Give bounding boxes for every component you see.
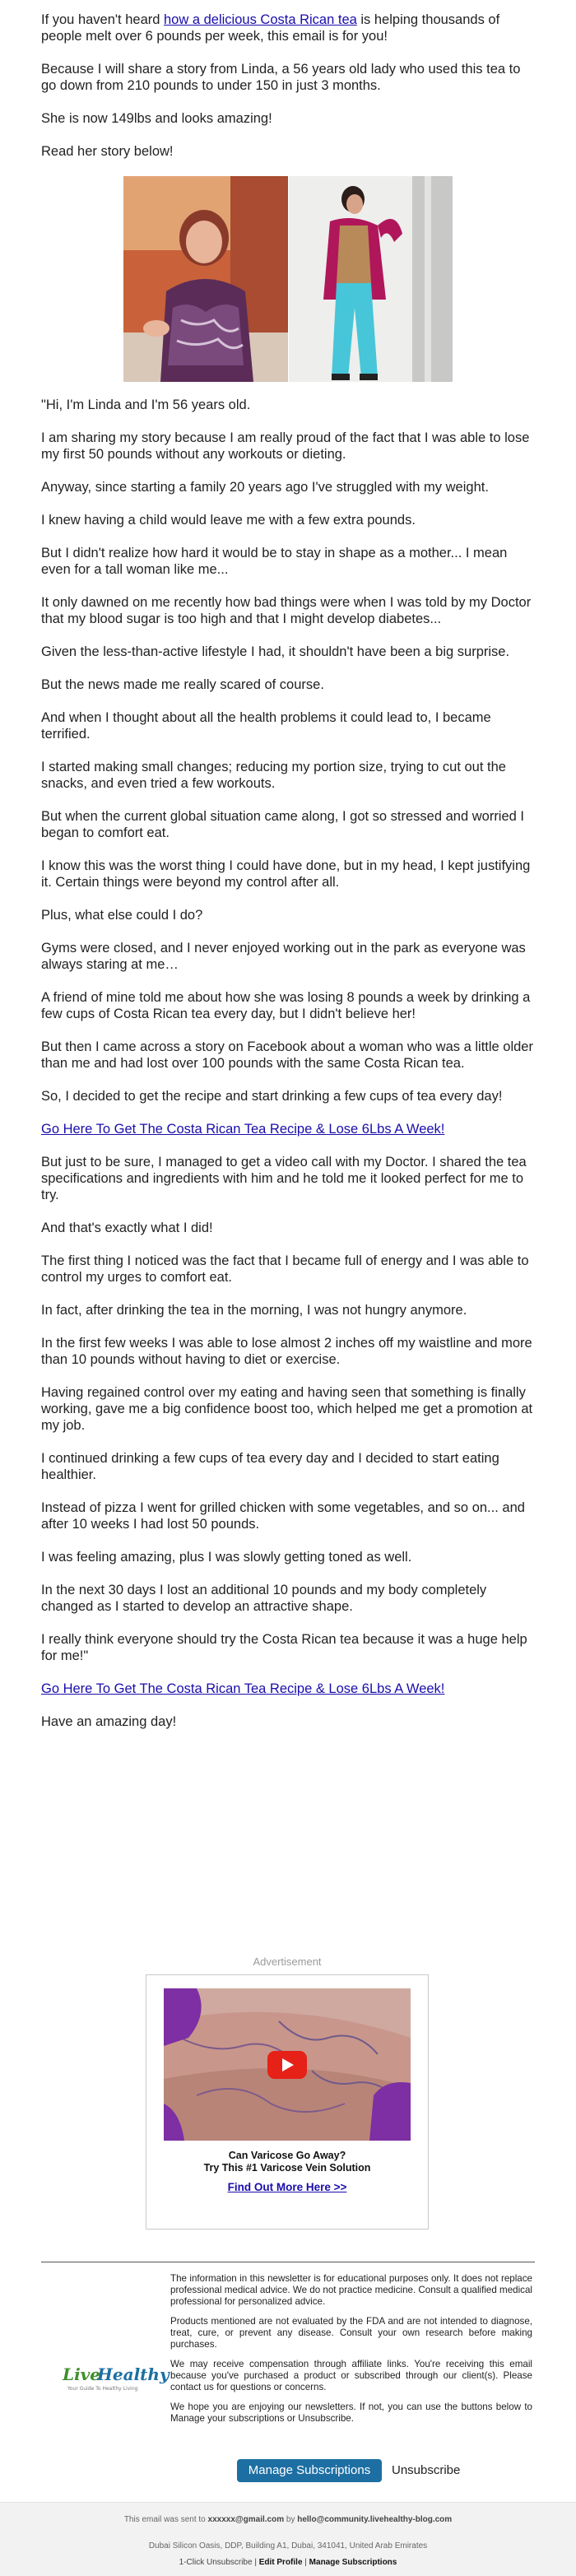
story-paragraph: Anyway, since starting a family 20 years ago I've struggled with my weight. xyxy=(41,480,489,495)
story-paragraph: Having regained control over my eating and having seen that something is finally working, gave me a big confidence boost too, which helped me get a promotion at my job. xyxy=(41,1385,533,1433)
ad-subline: Try This #1 Varicose Vein Solution xyxy=(203,2162,371,2174)
unsubscribe-button[interactable]: Unsubscribe xyxy=(392,2463,461,2477)
ad-box[interactable] xyxy=(146,1974,429,2230)
story-paragraph: Plus, what else could I do? xyxy=(41,908,203,923)
story-paragraph: I knew having a child would leave me with a few extra pounds. xyxy=(41,513,416,528)
intro-text-after: is helping thousands of people melt over 6 pounds per week, this email is for you! xyxy=(41,12,500,44)
disclaimer-paragraph: Products mentioned are not evaluated by the FDA and are not intended to diagnose, treat, cure, or prevent any disease. Consult your own research before making purchases. xyxy=(170,2316,532,2350)
after-photo xyxy=(289,176,453,382)
signoff: Have an amazing day! xyxy=(41,1714,177,1729)
story-paragraph: But the news made me really scared of course. xyxy=(41,677,324,692)
story-paragraph: I really think everyone should try the Costa Rican tea because it was a huge help for me!" xyxy=(41,1632,527,1663)
ad-cta-link[interactable]: Find Out More Here >> xyxy=(227,2181,347,2193)
footer-links xyxy=(0,2558,576,2567)
intro-paragraph-1 xyxy=(41,12,538,44)
story-paragraph: But just to be sure, I managed to get a video call with my Doctor. I shared the tea specifications and ingredients with him and he told me it looked perfect for me to try. xyxy=(41,1155,527,1202)
story-paragraph: In fact, after drinking the tea in the morning, I was not hungry anymore. xyxy=(41,1303,467,1318)
svg-text:Your Guide To Healthy Living: Your Guide To Healthy Living xyxy=(67,2386,138,2392)
sender-email[interactable]: hello@community.livehealthy-blog.com xyxy=(297,2515,453,2524)
link-separator: | xyxy=(252,2558,259,2567)
sent-prefix: This email was sent to xyxy=(123,2515,208,2524)
story-paragraph: Given the less-than-active lifestyle I had, it shouldn't have been a big surprise. xyxy=(41,644,510,659)
story-paragraph: In the next 30 days I lost an additional 10 pounds and my body completely changed as I started to develop an attractive shape. xyxy=(41,1583,487,1614)
story-paragraph: And when I thought about all the health problems it could lead to, I became terrified. xyxy=(41,710,491,742)
disclaimer-paragraph: The information in this newsletter is for educational purposes only. It does not replace professional medical advice. We do not practice medicine. Consult a qualified medical professional for personalized advice. xyxy=(170,2273,532,2307)
before-after-photos xyxy=(123,176,453,382)
recipient-email: xxxxxx@gmail.com xyxy=(207,2515,285,2524)
story-paragraph: I know this was the worst thing I could have done, but in my head, I kept justifying it. Certain things were beyond my control after all. xyxy=(41,858,531,890)
article-body xyxy=(41,12,538,1746)
one-click-unsubscribe-link[interactable]: 1-Click Unsubscribe xyxy=(179,2558,253,2567)
story-paragraph: Gyms were closed, and I never enjoyed working out in the park as everyone was always staring at me… xyxy=(41,941,526,972)
edit-profile-link[interactable]: Edit Profile xyxy=(258,2558,303,2567)
story-paragraph: I am sharing my story because I am really proud of the fact that I was able to lose my first 50 pounds without any workouts or dieting. xyxy=(41,430,530,462)
disclaimer-paragraph: We hope you are enjoying our newsletters. If not, you can use the buttons below to Manage your subscriptions or Unsubscribe. xyxy=(170,2402,532,2424)
footer-disclaimer xyxy=(170,2273,532,2433)
story-paragraph: The first thing I noticed was the fact that I became full of energy and I was able to control my urges to comfort eat. xyxy=(41,1253,529,1285)
story-paragraph: It only dawned on me recently how bad things were when I was told by my Doctor that my blood sugar is too high and that I might develop diabetes... xyxy=(41,595,532,626)
story-paragraph: But then I came across a story on Facebook about a woman who was a little older than me and had lost over 100 pounds with the same Costa Rican tea. xyxy=(41,1039,533,1071)
story-paragraph: So, I decided to get the recipe and start drinking a few cups of tea every day! xyxy=(41,1089,503,1104)
ad-label: Advertisement xyxy=(253,1955,322,1968)
cta-paragraph-2 xyxy=(41,1681,538,1697)
story-paragraph: I was feeling amazing, plus I was slowly getting toned as well. xyxy=(41,1550,412,1565)
cta-link-recipe[interactable]: Go Here To Get The Costa Rican Tea Recipe & Lose 6Lbs A Week! xyxy=(41,1122,445,1137)
story-paragraph: Instead of pizza I went for grilled chicken with some vegetables, and so on... and after 10 weeks I had lost 50 pounds. xyxy=(41,1500,525,1532)
intro-text-before: If you haven't heard xyxy=(41,12,164,27)
ad-headline: Can Varicose Go Away? xyxy=(228,2150,346,2161)
manage-subscriptions-button[interactable]: Manage Subscriptions xyxy=(237,2459,382,2482)
cta-paragraph-1 xyxy=(41,1121,538,1137)
email-footer-bar xyxy=(0,2502,576,2576)
intro-paragraph-4: Read her story below! xyxy=(41,144,174,159)
sent-to-line xyxy=(123,2514,453,2525)
svg-text:Live: Live xyxy=(63,2364,101,2384)
intro-paragraph-2: Because I will share a story from Linda, a 56 years old lady who used this tea to go down from 210 pounds to under 150 in just 3 months. xyxy=(41,62,521,93)
sent-by: by xyxy=(284,2515,298,2524)
story-paragraph: I continued drinking a few cups of tea every day and I decided to start eating healthier. xyxy=(41,1451,499,1482)
disclaimer-paragraph: We may receive compensation through affiliate links. You're receiving this email because you've purchased a product or subscribed through our client(s). Please contact us for questions or concerns. xyxy=(170,2359,532,2392)
link-separator: | xyxy=(302,2558,309,2567)
svg-text:Healthy: Healthy xyxy=(97,2364,170,2384)
intro-tea-link[interactable]: how a delicious Costa Rican tea xyxy=(164,12,357,27)
story-paragraph: "Hi, I'm Linda and I'm 56 years old. xyxy=(41,398,251,412)
ad-video-thumbnail[interactable] xyxy=(164,1988,411,2141)
story-paragraph: But when the current global situation came along, I got so stressed and worried I began to comfort eat. xyxy=(41,809,524,840)
story-paragraph: But I didn't realize how hard it would be to stay in shape as a mother... I mean even for a tall woman like me... xyxy=(41,546,508,577)
story-paragraph: In the first few weeks I was able to lose almost 2 inches off my waistline and more than 10 pounds without having to diet or exercise. xyxy=(41,1336,532,1367)
manage-subscriptions-link[interactable]: Manage Subscriptions xyxy=(309,2558,397,2567)
story-paragraph: A friend of mine told me about how she was losing 8 pounds a week by drinking a few cups of Costa Rican tea every day, but I didn't believe her! xyxy=(41,990,531,1021)
story-paragraph: I started making small changes; reducing my portion size, trying to cut out the snacks, and even tried a few workouts. xyxy=(41,760,506,791)
before-photo xyxy=(123,176,288,382)
play-icon[interactable] xyxy=(267,2051,307,2079)
advertisement-block xyxy=(146,1955,429,2230)
intro-paragraph-3: She is now 149lbs and looks amazing! xyxy=(41,111,272,126)
sender-address: Dubai Silicon Oasis, DDP, Building A1, Dubai, 341041, United Arab Emirates xyxy=(148,2541,428,2550)
story-paragraph: And that's exactly what I did! xyxy=(41,1221,213,1235)
livehealthy-logo xyxy=(61,2360,170,2395)
cta-link-recipe-2[interactable]: Go Here To Get The Costa Rican Tea Recipe & Lose 6Lbs A Week! xyxy=(41,1681,445,1696)
